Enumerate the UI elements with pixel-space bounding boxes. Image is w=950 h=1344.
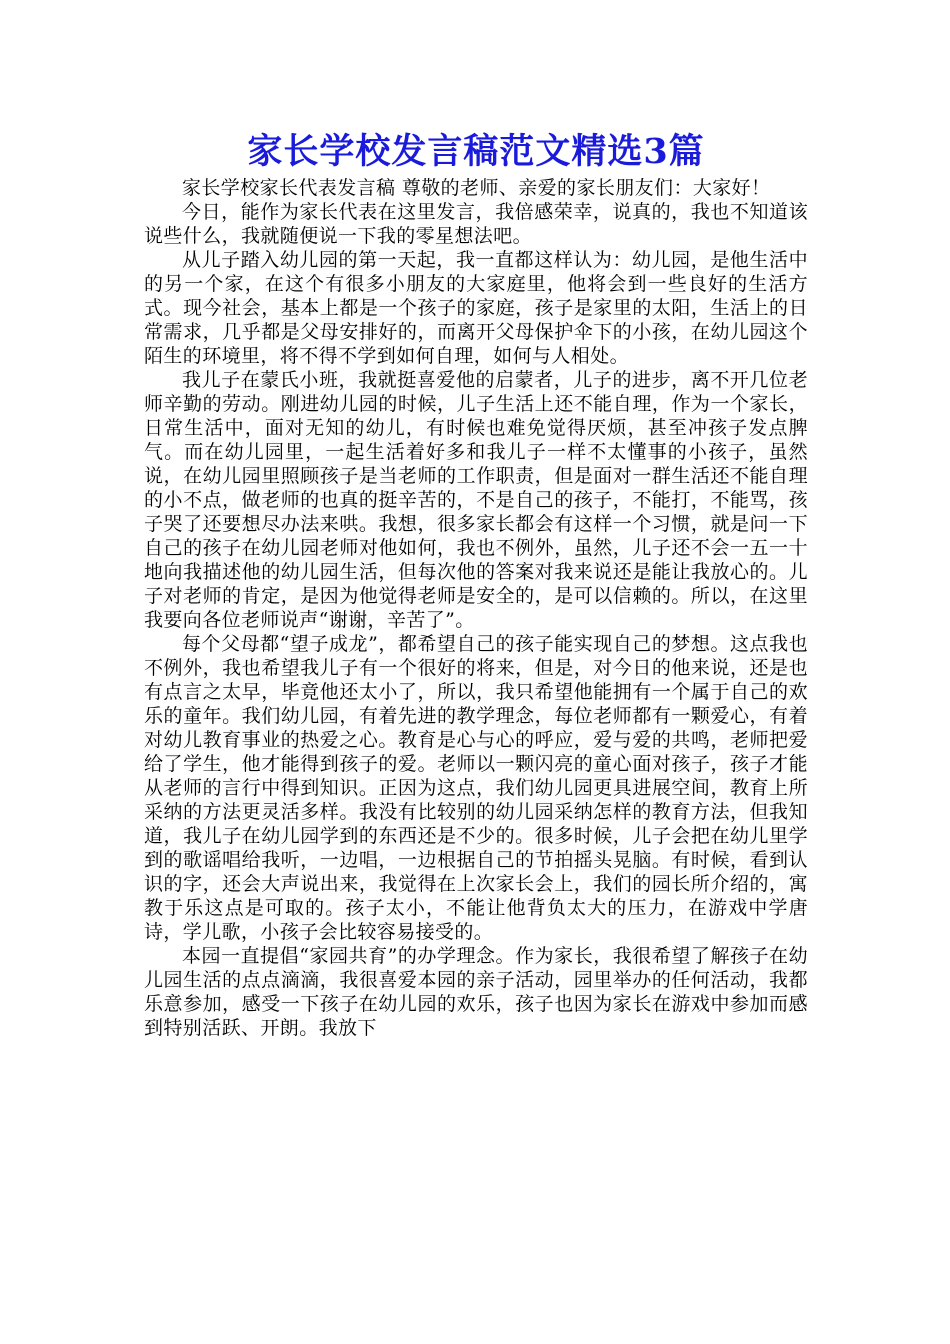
document-title: 家长学校发言稿范文精选3篇	[247, 131, 705, 172]
paragraph-greeting: 家长学校家长代表发言稿 尊敬的老师、亲爱的家长朋友们：大家好！	[182, 177, 771, 199]
paragraph-1: 今日，能作为家长代表在这里发言，我倍感荣幸，说真的，我也不知道该说些什么，我就随便说一下我的零星想法吧。	[144, 201, 808, 247]
paragraph-2: 从儿子踏入幼儿园的第一天起，我一直都这样认为：幼儿园，是他生活中的另一个家，在这个有很多小朋友的大家庭里，他将会到一些良好的生活方式。现今社会，基本上都是一个孩子的家庭，孩子是家里的太阳，生活上的日常需求，几乎都是父母安排好的，而离开父母保护伞下的小孩，在幼儿园这个陌生的环境里，将不得不学到如何自理，如何与人相处。	[144, 249, 808, 367]
paragraph-5: 本园一直提倡“家园共育”的办学理念。作为家长，我很希望了解孩子在幼儿园生活的点点滴滴，我很喜爱本园的亲子活动，园里举办的任何活动，我都乐意参加，感受一下孩子在幼儿园的欢乐，孩子也因为家长在游戏中参加而感到特别活跃、开朗。我放下	[144, 945, 808, 1039]
paragraph-3: 我儿子在蒙氏小班，我就挺喜爱他的启蒙者，儿子的进步，离不开几位老师辛勤的劳动。刚进幼儿园的时候，儿子生活上还不能自理，作为一个家长，日常生活中，面对无知的幼儿，有时候也难免觉得厌烦，甚至冲孩子发点脾气。而在幼儿园里，一起生活着好多和我儿子一样不太懂事的小孩子，虽然说，在幼儿园里照顾孩子是当老师的工作职责，但是面对一群生活还不能自理的小不点，做老师的也真的挺辛苦的，不是自己的孩子，不能打，不能骂，孩子哭了还要想尽办法来哄。我想，很多家长都会有这样一个习惯，就是问一下自己的孩子在幼儿园老师对他如何，我也不例外，虽然，儿子还不会一五一十地向我描述他的幼儿园生活，但每次他的答案对我来说还是能让我放心的。儿子对老师的肯定，是因为他觉得老师是安全的，是可以信赖的。所以，在这里我要向各位老师说声“谢谢，辛苦了”。	[144, 369, 808, 631]
document-page	[144, 128, 808, 1040]
paragraph-4: 每个父母都“望子成龙”，都希望自己的孩子能实现自己的梦想。这点我也不例外，我也希望我儿子有一个很好的将来，但是，对今日的他来说，还是也有点言之太早，毕竟他还太小了，所以，我只希望他能拥有一个属于自己的欢乐的童年。我们幼儿园，有着先进的教学理念，每位老师都有一颗爱心，有着对幼儿教育事业的热爱之心。教育是心与心的呼应，爱与爱的共鸣，老师把爱给了学生，他才能得到孩子的爱。老师以一颗闪亮的童心面对孩子，孩子才能从老师的言行中得到知识。正因为这点，我们幼儿园更具进展空间，教育上所采纳的方法更灵活多样。我没有比较别的幼儿园采纳怎样的教育方法，但我知道，我儿子在幼儿园学到的东西还是不少的。很多时候，儿子会把在幼儿里学到的歌谣唱给我听，一边唱，一边根据自己的节拍摇头晃脑。有时候，看到认识的字，还会大声说出来，我觉得在上次家长会上，我们的园长所介绍的，寓教于乐这点是可取的。孩子太小，不能让他背负太大的压力，在游戏中学唐诗，学儿歌，小孩子会比较容易接受的。	[144, 633, 808, 943]
